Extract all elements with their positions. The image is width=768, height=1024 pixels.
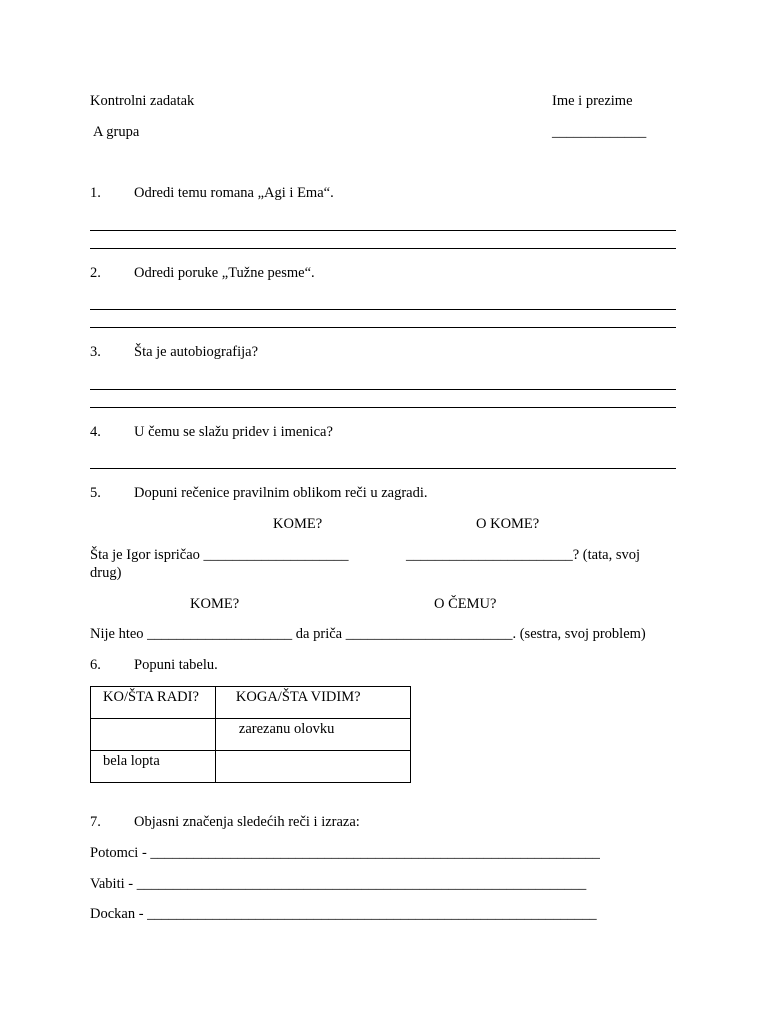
answer-line[interactable] bbox=[90, 248, 676, 249]
answer-line[interactable] bbox=[90, 230, 676, 231]
question-text: Šta je autobiografija? bbox=[134, 344, 259, 360]
question-text: Dopuni rečenice pravilnim oblikom reči u zagradi. bbox=[134, 485, 428, 501]
name-blank[interactable]: _____________ bbox=[552, 124, 647, 140]
table-cell[interactable] bbox=[91, 719, 216, 751]
hint-label: O ČEMU? bbox=[434, 596, 497, 612]
question-number: 2. bbox=[90, 265, 101, 281]
definition-line[interactable]: Vabiti - ______________________________________________________________ bbox=[90, 876, 587, 892]
question-text: Odredi temu romana „Agi i Ema“. bbox=[134, 185, 334, 201]
table-header-cell: KO/ŠTA RADI? bbox=[91, 687, 216, 719]
table-header-cell: KOGA/ŠTA VIDIM? bbox=[215, 687, 410, 719]
question-number: 3. bbox=[90, 344, 101, 360]
definition-line[interactable]: Dockan - ______________________________________________________________ bbox=[90, 906, 597, 922]
question-text: U čemu se slažu pridev i imenica? bbox=[134, 424, 333, 440]
fill-sentence[interactable]: Šta je Igor ispričao ____________________ bbox=[90, 547, 349, 563]
group-label: A grupa bbox=[93, 124, 140, 140]
question-number: 7. bbox=[90, 814, 101, 830]
worksheet-title: Kontrolni zadatak bbox=[90, 93, 195, 109]
table-cell: bela lopta bbox=[91, 751, 216, 783]
question-number: 4. bbox=[90, 424, 101, 440]
fill-sentence[interactable]: Nije hteo ____________________ da priča _______________________. (sestra, svoj problem) bbox=[90, 626, 646, 642]
question-text: Popuni tabelu. bbox=[134, 657, 218, 673]
table-cell[interactable] bbox=[215, 751, 410, 783]
table-header-row bbox=[91, 687, 411, 719]
answer-line[interactable] bbox=[90, 327, 676, 328]
question-number: 1. bbox=[90, 185, 101, 201]
fill-sentence-continued: drug) bbox=[90, 565, 122, 581]
question-text: Objasni značenja sledećih reči i izraza: bbox=[134, 814, 360, 830]
answer-line[interactable] bbox=[90, 309, 676, 310]
question-number: 5. bbox=[90, 485, 101, 501]
answer-line[interactable] bbox=[90, 407, 676, 408]
hint-label: O KOME? bbox=[476, 516, 540, 532]
hint-label: KOME? bbox=[273, 516, 323, 532]
definition-line[interactable]: Potomci - ______________________________________________________________ bbox=[90, 845, 600, 861]
fill-sentence[interactable]: _______________________? (tata, svoj bbox=[406, 547, 640, 563]
table-cell: zarezanu olovku bbox=[215, 719, 410, 751]
question-number: 6. bbox=[90, 657, 101, 673]
answer-line[interactable] bbox=[90, 468, 676, 469]
table-row bbox=[91, 719, 411, 751]
answer-line[interactable] bbox=[90, 389, 676, 390]
question-text: Odredi poruke „Tužne pesme“. bbox=[134, 265, 315, 281]
name-label: Ime i prezime bbox=[552, 93, 633, 109]
table-row bbox=[91, 751, 411, 783]
hint-label: KOME? bbox=[190, 596, 240, 612]
fill-table bbox=[90, 686, 411, 783]
